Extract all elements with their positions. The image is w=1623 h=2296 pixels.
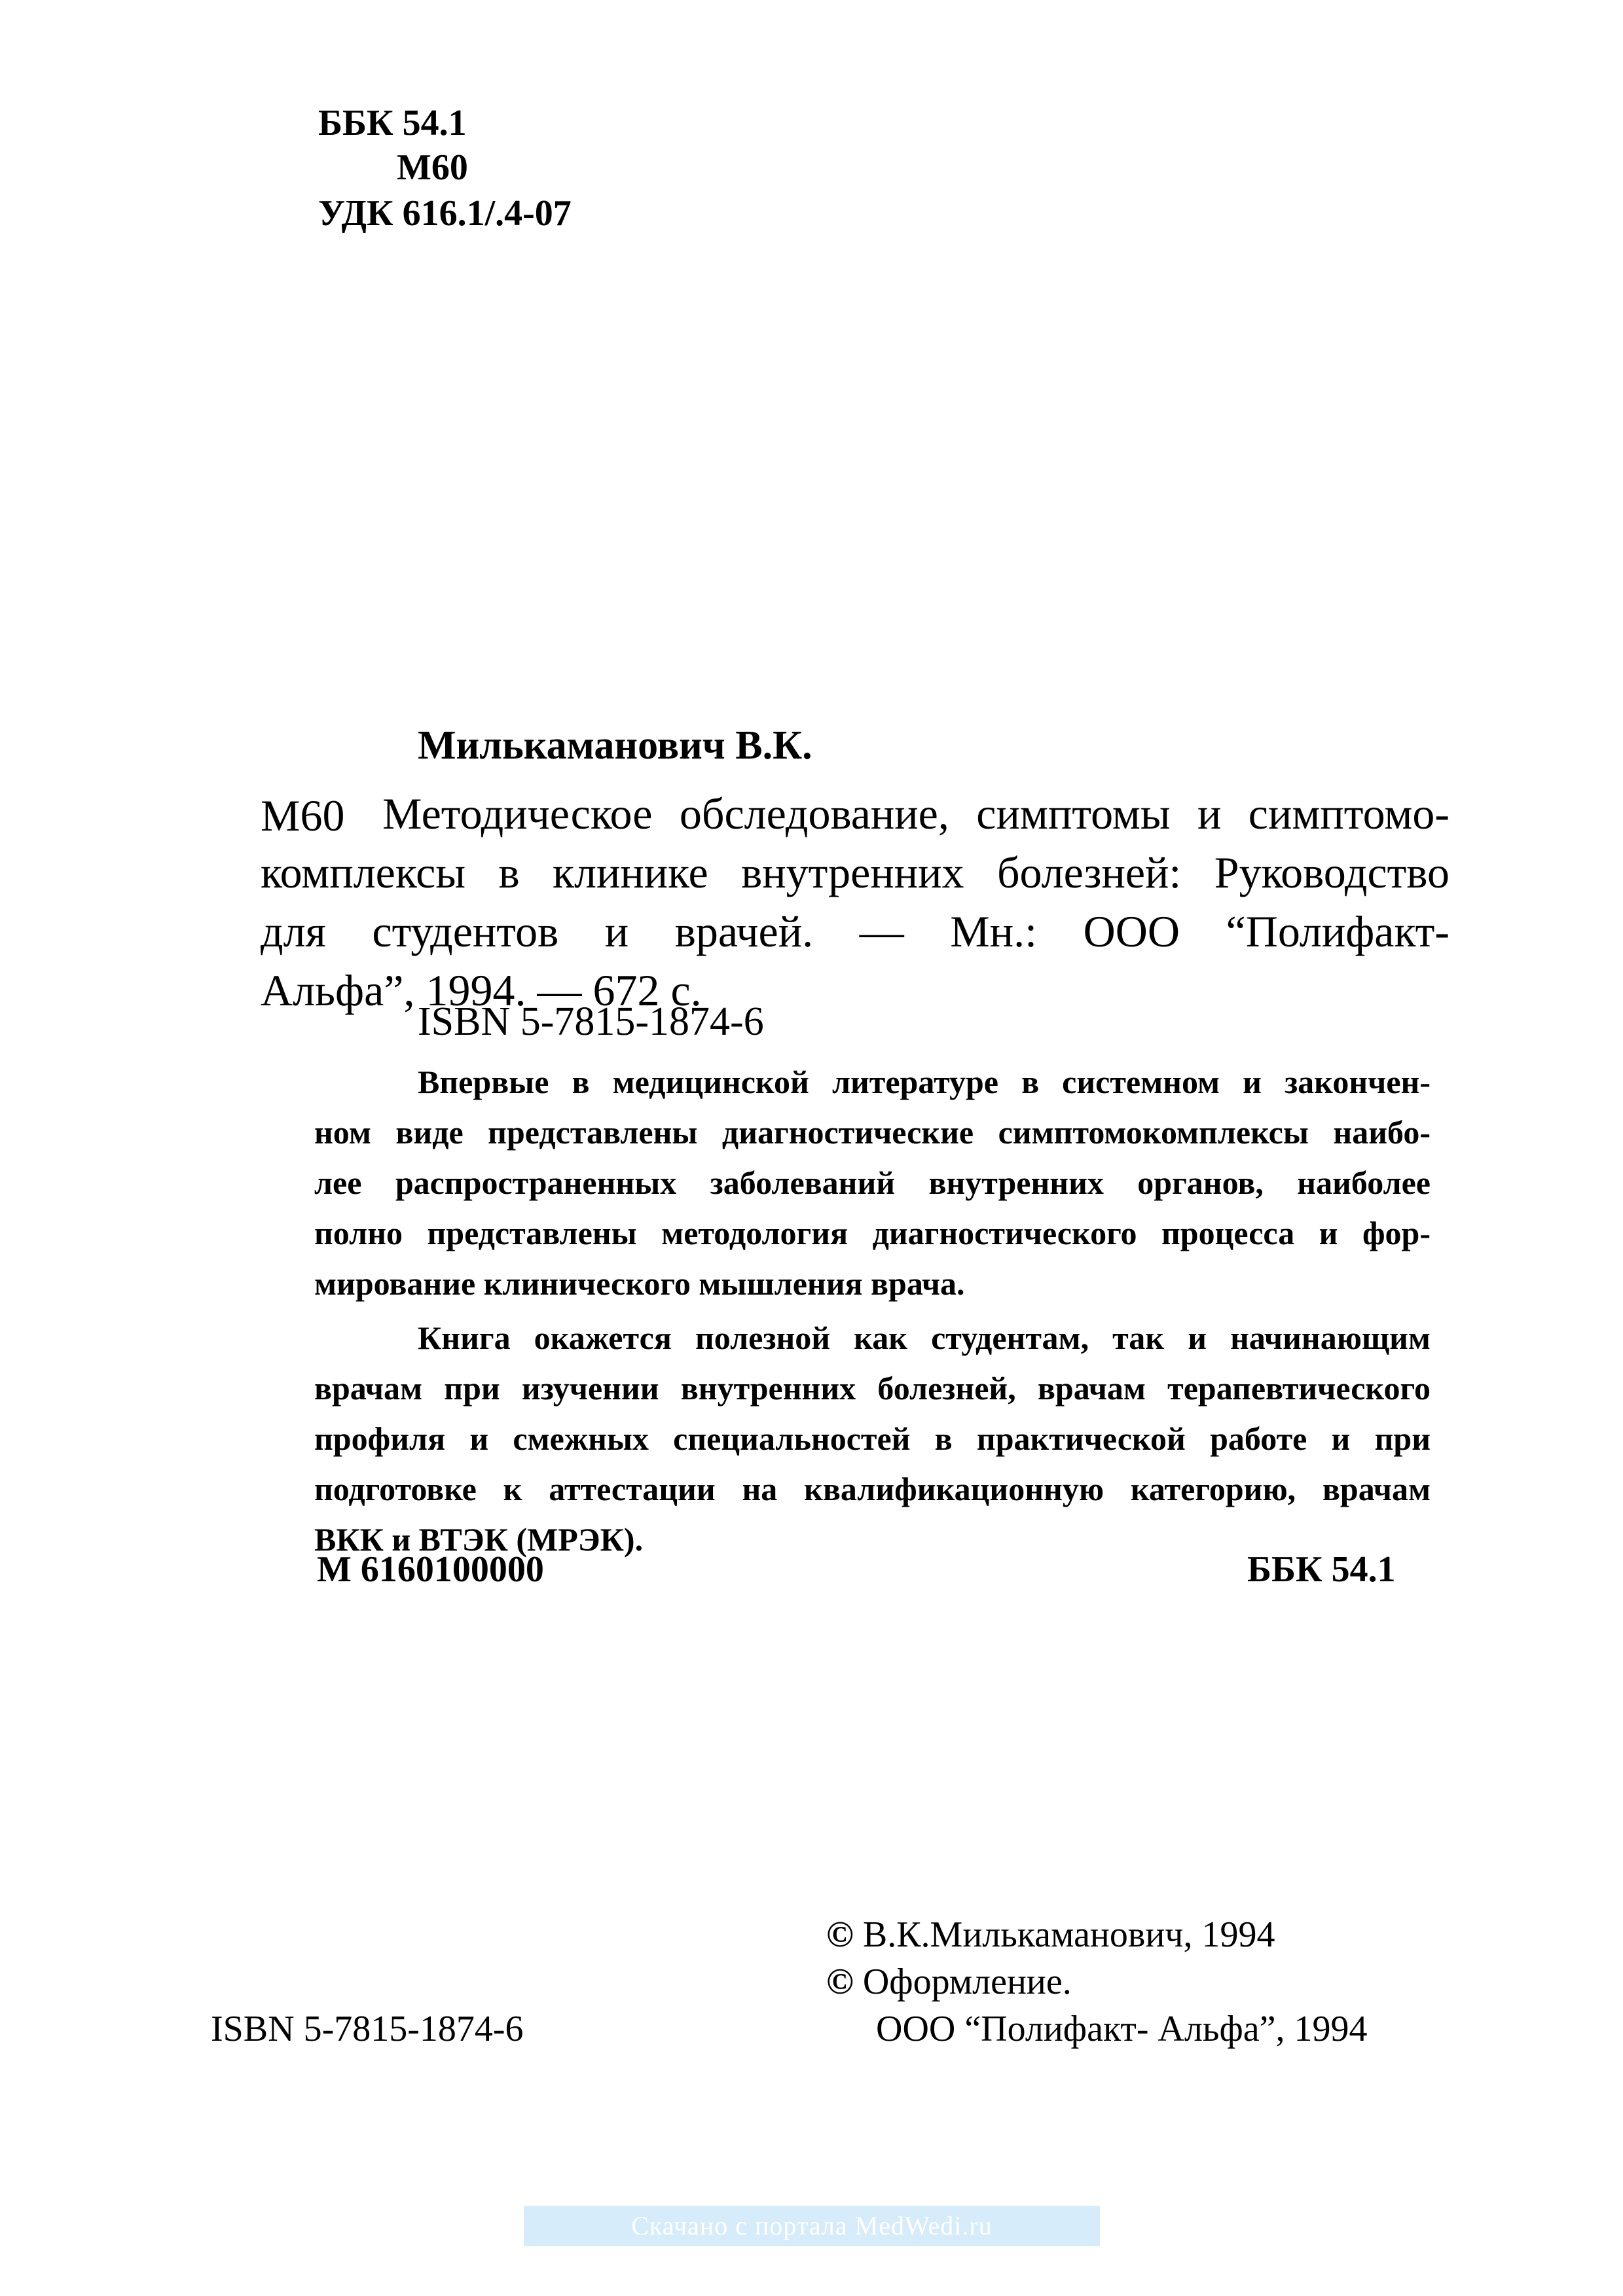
annotation-line: Книга окажется полезной как студентам, так и начинающим bbox=[418, 1319, 1431, 1356]
copyright-design: Оформление. bbox=[862, 1962, 1072, 2002]
annotation-line: ВКК и ВТЭК (МРЭК). bbox=[314, 1521, 644, 1558]
copyright-line-3: ООО “Полифакт- Альфа”, 1994 bbox=[876, 2009, 1368, 2049]
copyright-line-1 bbox=[826, 1916, 1275, 1953]
bib-line-3: для студентов и врачей. — Мн.: ООО “Полифакт- bbox=[261, 906, 1450, 956]
bib-line-2: комплексы в клинике внутренних болезней: Руководство bbox=[261, 848, 1450, 897]
annotation-line: Впервые в медицинской литературе в системном и закончен- bbox=[418, 1064, 1431, 1100]
copyright-line-2 bbox=[826, 1964, 1072, 2000]
footer-code-right: ББК 54.1 bbox=[1247, 1549, 1396, 1590]
annotation-line: ном виде представлены диагностические симптомокомплексы наибо- bbox=[314, 1114, 1431, 1151]
annotation bbox=[314, 1057, 1431, 1565]
bibliographic-code: М60 bbox=[261, 791, 345, 840]
annotation-line: полно представлены методология диагностического процесса и фор- bbox=[314, 1215, 1431, 1251]
annotation-line: лее распространенных заболеваний внутренних органов, наиболее bbox=[314, 1164, 1431, 1201]
bbk-code: ББК 54.1 bbox=[318, 103, 467, 143]
isbn-bottom: ISBN 5-7815-1874-6 bbox=[211, 2009, 524, 2049]
author-name: Милькаманович В.К. bbox=[418, 723, 812, 768]
footer-code-left: М 6160100000 bbox=[317, 1549, 544, 1590]
annotation-line: врачам при изучении внутренних болезней, врачам терапевтического bbox=[314, 1370, 1431, 1407]
copyright-icon: © bbox=[826, 1962, 854, 2002]
download-watermark: Скачано с портала MedWedi.ru bbox=[524, 2206, 1100, 2246]
udk-code: УДК 616.1/.4-07 bbox=[318, 193, 572, 234]
bib-line-4: Альфа”, 1994. — 672 с. bbox=[261, 965, 702, 1015]
copyright-author: В.К.Милькаманович, 1994 bbox=[862, 1914, 1275, 1955]
bib-line-1: Методическое обследование, симптомы и симптомо- bbox=[382, 789, 1450, 838]
annotation-line: мирование клинического мышления врача. bbox=[314, 1265, 965, 1302]
author-mark: М60 bbox=[397, 147, 468, 188]
annotation-line: подготовке к аттестации на квалификационную категорию, врачам bbox=[314, 1471, 1431, 1507]
annotation-line: профиля и смежных специальностей в практической работе и при bbox=[314, 1420, 1431, 1457]
copyright-icon: © bbox=[826, 1914, 854, 1955]
isbn-main: ISBN 5-7815-1874-6 bbox=[418, 999, 764, 1044]
